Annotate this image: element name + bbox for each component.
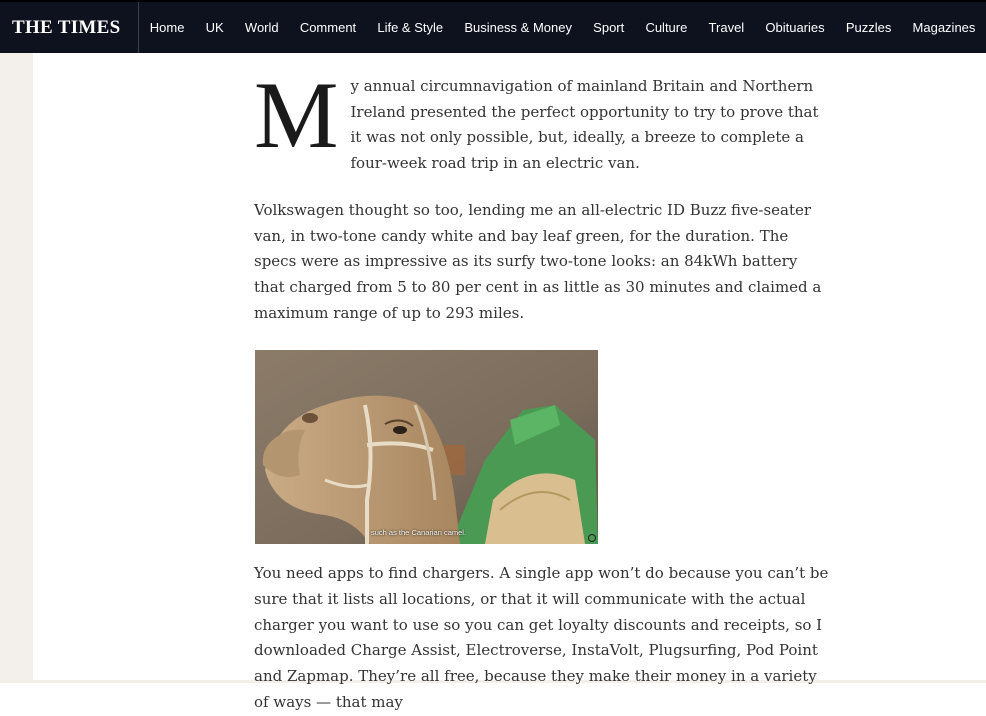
article-paragraph-2: Volkswagen thought so too, lending me an all-electric ID Buzz five-seater van, in two-tone candy white and bay leaf green, for the duration. The specs were as impressive as its surfy two-tone looks: an 84kWh battery that charged from 5 to 80 per cent in as little as 30 minutes and claimed a maximum range of up to 293 miles. [254, 200, 822, 322]
nav-item-puzzles[interactable]: Puzzles [845, 20, 892, 35]
nav-item-culture[interactable]: Culture [645, 20, 688, 35]
camel-image [255, 350, 598, 544]
nav-item-home[interactable]: Home [149, 20, 185, 35]
nav-item-world[interactable]: World [244, 20, 279, 35]
left-margin-rail [0, 53, 33, 683]
article-body [254, 62, 829, 716]
nav-item-business-money[interactable]: Business & Money [464, 20, 572, 35]
drop-cap: M [254, 62, 339, 168]
nav-item-uk[interactable]: UK [205, 20, 224, 35]
nav-menu [139, 2, 986, 53]
nav-item-obituaries[interactable]: Obituaries [765, 20, 825, 35]
nav-item-magazines[interactable]: Magazines [912, 20, 976, 35]
article-paragraph-3: You need apps to find chargers. A single app won’t do because you can’t be sure that it lists all locations, or that it will communicate with the actual charger you want to use so you can get loyalty discounts and receipts, so I downloaded Charge Assist, Electroverse, InstaVolt, Plugsurfing, Pod Point and Zapmap. They’re all free, because they make their money in a variety of ways — that may [254, 564, 829, 711]
paragraph-1-text: y annual circumnavigation of mainland Britain and Northern Ireland presented the perfect opportunity to try to prove that it was not only possible, but, ideally, a breeze to complete a four-week road trip in an electric van. [350, 77, 819, 173]
brand-text: THE TIMES [12, 16, 121, 38]
nav-item-comment[interactable]: Comment [299, 20, 357, 35]
video-caption: such as the Canarian camel. [371, 528, 467, 538]
nav-item-sport[interactable]: Sport [593, 20, 625, 35]
article-paragraph-1 [254, 62, 829, 177]
nav-item-life-style[interactable]: Life & Style [377, 20, 444, 35]
brand-name [12, 17, 120, 39]
brand-logo[interactable] [0, 2, 139, 53]
article-video-still[interactable] [255, 350, 598, 544]
nav-item-travel[interactable]: Travel [708, 20, 745, 35]
top-navigation-bar [0, 0, 986, 53]
